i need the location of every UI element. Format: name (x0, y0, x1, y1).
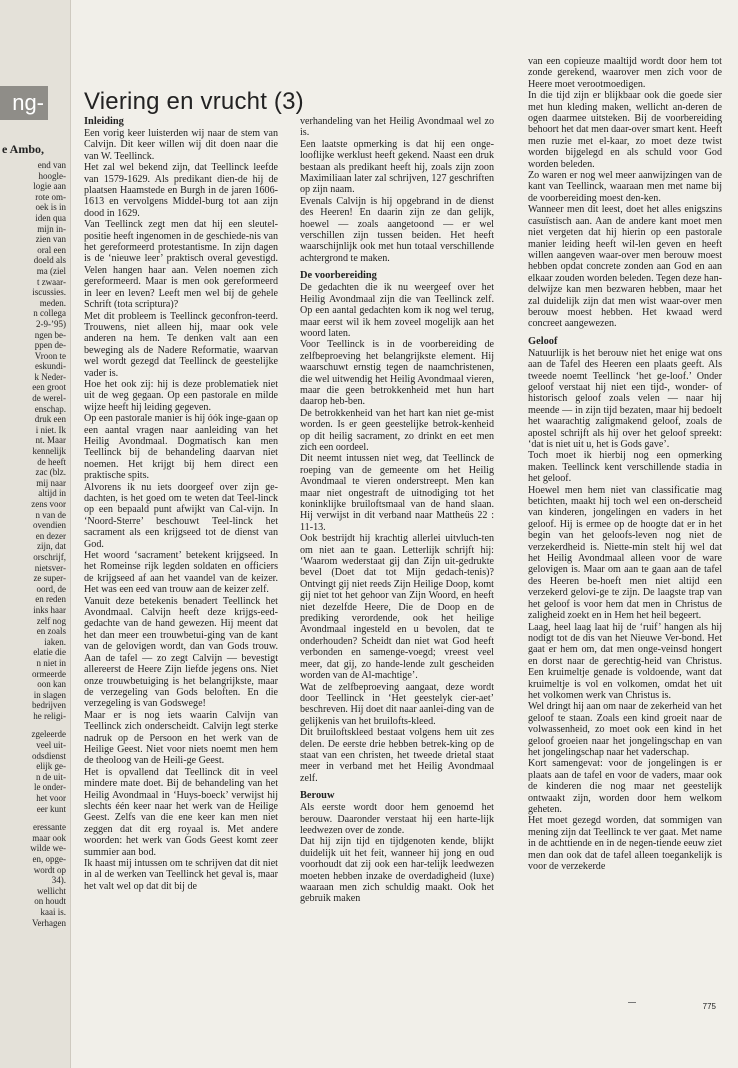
section-heading: Inleiding (84, 116, 124, 127)
previous-page-line: en, opge- (32, 854, 66, 864)
column-2 (300, 116, 494, 905)
previous-page-line: elijk ge- (36, 761, 66, 772)
previous-page-line: n de uit- (36, 771, 66, 782)
previous-page-line: elatie die (33, 647, 66, 658)
previous-page-line: bedrijven (32, 700, 66, 711)
previous-page-line: en reden (35, 594, 66, 605)
previous-page-line: kennelijk (32, 446, 66, 457)
paragraph: Maar er is nog iets waarin Calvijn van Teellinck zich onderscheidt. Calvijn legt sterke nadruk op de Persoon en het werk van de Heilige Geest. Niet voor niets noemt men hem de theoloog van de Heili-ge Geest. (84, 709, 278, 767)
paragraph: van een copieuze maaltijd wordt door hem tot zonde gerekend, waarover men zich voor de Heere moet verootmoedigen. (528, 56, 722, 90)
section-tab: ng- (0, 86, 48, 120)
previous-page-line: nietsver- (34, 562, 66, 573)
previous-page-line (0, 721, 66, 729)
paragraph: Vanuit deze betekenis benadert Teellinck het Avondmaal. Calvijn heeft deze krijgs-eed-gedachte van de hand gewezen. Hij meent dat het dan meer een trouwbetui-ging van de kant van de gelovigen wordt, dan van Gods trouw. Aan de tafel — zo zegt Calvijn — bevestigt allereerst de Heere Zijn liefde jegens ons. Niet onze trouwbetuiging is het belangrijkste, maar de verzegeling van Gods beloften. En die verzegeling is van Godswege! (84, 595, 278, 710)
previous-page-line: eressante (33, 822, 66, 833)
paragraph: Zo waren er nog wel meer aanwijzingen van de kant van Teellinck, waaraan men met name bij de voorbereiding moest den-ken. (528, 170, 722, 204)
paragraph: Met dit probleem is Teellinck geconfron-teerd. Trouwens, niet alleen hij, maar ook vele anderen na hem. Te denken valt aan een beweging als de Nadere Reformatie, waarvan wel wordt gezegd dat Teellinck de geestelijke vader is. (84, 310, 278, 379)
previous-page-line: een groot (32, 382, 66, 393)
previous-page-line: hoogle- (38, 170, 66, 181)
section-heading: Berouw (300, 790, 335, 802)
previous-page-line: le onder- (33, 782, 66, 793)
paragraph: Dit bruiloftskleed bestaat volgens hem uit zes delen. De eerste drie hebben betrek-king op de staat van een christen, het tweede drietal staat meer in verband met het Heilig Avondmaal zelf. (300, 727, 494, 784)
previous-page-line: end van (37, 160, 66, 170)
previous-page-line: t zwaar- (36, 276, 66, 287)
previous-page-line: en dezer (35, 530, 66, 541)
article (84, 56, 722, 905)
paragraph: Het moet gezegd worden, dat sommigen van mening zijn dat Teellinck te ver gaat. Met name in de achttiende en in de negen-tiende eeuw ziet men dan ook dat de tafel alleen toegankelijk is voor de verzekerde (528, 815, 722, 873)
previous-page-line: het voor (36, 793, 66, 804)
paragraph: Wat de zelfbeproeving aangaat, deze wordt door Teellinck in ‘Het geestelyk cier-aet’ beschreven. Hij doet dit naar aanlei-ding van de gelijkenis van het bruilofts-kleed. (300, 681, 494, 727)
previous-page-text (0, 160, 66, 928)
previous-page-line: zelf nog (36, 615, 66, 626)
previous-page-line: zijn, dat (37, 541, 66, 552)
previous-page-line: n niet in (36, 657, 66, 668)
previous-page-line: in slagen (33, 689, 66, 700)
footer-rule (628, 1002, 636, 1003)
paragraph: Hoe het ook zij: hij is deze problematiek niet uit de weg gegaan. Op een pastorale en milde wijze heeft hij leiding gegeven. (84, 378, 278, 413)
paragraph: Kort samengevat: voor de jongelingen is er plaats aan de tafel en voor de vaders, maar ook de kinderen die nog maar net geestelijk ontwaakt zijn, worden door hem welkom geheten. (528, 758, 722, 815)
paragraph: Wel dringt hij aan om naar de zekerheid van het geloof te staan. Zoals een kind groeit naar de volwassenheid, zo moet ook een kind in het geloof groeien naar het jongelingschap en van het jongelingschap naar het vaderschap. (528, 701, 722, 758)
previous-page-line: en zoals (36, 626, 66, 637)
article-title: Viering en vrucht (3) (84, 88, 304, 115)
previous-page-line: wellicht (37, 885, 66, 896)
section-heading: De voorbereiding (300, 270, 377, 282)
previous-page-line: mijn in- (37, 223, 66, 234)
previous-page-line: druk een (34, 414, 66, 425)
previous-page-line: wordt op (33, 864, 66, 875)
previous-page-line: rote om- (35, 191, 66, 202)
previous-page-line: ppen de- (34, 340, 66, 351)
previous-page-line: iaken. (44, 636, 66, 647)
paragraph: Een laatste opmerking is dat hij een onge-looflijke werklust heeft gekend. Naast een druk bestaan als predikant heeft hij, zoals zijn zoon Maximiliaan later zal schrijven, 127 geschriften op zijn naam. (300, 138, 494, 196)
previous-page-line: ma (ziel (36, 265, 66, 276)
previous-page-line: mij naar (36, 477, 66, 488)
previous-page-line: nt. Maar (35, 435, 66, 446)
previous-page-line: eer kunt (36, 803, 66, 814)
paragraph: Ik haast mij intussen om te schrijven dat dit niet in al de werken van Teellinck het geval is, maar het valt wel op dat dit bij de (84, 858, 278, 892)
paragraph: Als eerste wordt door hem genoemd het berouw. Daaronder verstaat hij een harte-lijk leedwezen over de zonde. (300, 802, 494, 836)
paragraph: De betrokkenheid van het hart kan niet ge-mist worden. Is er geen geestelijke betrok-kenheid op dit heilig sacrament, zo drinkt en eet men zich een oordeel. (300, 407, 494, 453)
column-3 (528, 56, 722, 872)
paragraph: Op een pastorale manier is hij óók inge-gaan op een aantal vragen naar aanleiding van het Heilig Avondmaal. Dogmatisch kan men Teellinck bij de behandeling daarvan niet noemen. Het krijgt bij hem direct een praktische spits. (84, 413, 278, 482)
previous-page-line: altijd in (38, 488, 66, 499)
previous-page-line: wilde we- (30, 843, 66, 854)
previous-page-line: odsdienst (31, 750, 66, 761)
paragraph: Toch moet ik hierbij nog een opmerking maken. Teellinck kent verschillende stadia in het geloof. (528, 450, 722, 485)
previous-page-line: Vroon te (34, 350, 66, 361)
previous-page-line: iscussies. (32, 287, 66, 298)
previous-page-line: doeld als (33, 255, 66, 266)
previous-page-line: zgeleerde (31, 729, 66, 740)
paragraph: In die tijd zijn er blijkbaar ook die goede sier met hun kleding maken, wellicht an-deren de ogen daarmee uitsteken. Bij de voorbereiding behoort het dat men daar-over smart kent. Heeft men ruzie met el-kaar, zo moet deze twist worden bijgelegd en als schuld voor God worden beleden. (528, 90, 722, 170)
previous-page-line: Verhagen (32, 917, 66, 928)
paragraph: Evenals Calvijn is hij opgebrand in de dienst des Heeren! En daarin zijn ze dan gelijk, hoewel — zoals aangetoond — er wel verschillen zijn tussen beiden. Het heeft waarschijnlijk ook met hun totaal verschillende achtergrond te maken. (300, 195, 494, 264)
paragraph: Het woord ‘sacrament’ betekent krijgseed. In het Romeinse rijk legden soldaten en officiers de krijgseed af aan het vaandel van de keizer. Het was een eed van trouw aan de keizer zelf. (84, 550, 278, 596)
previous-page-line: on houdt (34, 896, 66, 907)
paragraph: Het is opvallend dat Teellinck dit in veel mindere mate doet. Bij de behandeling van het Heilig Avondmaal in ‘Huys-boeck’ verwijst hij slechts één keer naar het werk van de Heilige Geest. Zelfs van die ene keer kan men niet zeggen dat dit erg royaal is. Met andere woorden: het werk van Gods Geest komt zeer summier aan bod. (84, 766, 278, 858)
previous-page-line: eskundi- (35, 361, 66, 372)
paragraph: De gedachten die ik nu weergeef over het Heilig Avondmaal zijn die van Teellinck zelf. Op een aantal gedachten kom ik nog wel terug, maar eerst wil ik hem zoveel mogelijk aan het woord laten. (300, 282, 494, 339)
paragraph: Natuurlijk is het berouw niet het enige wat ons aan de Tafel des Heeren een plaats geeft. Als tweede noemt Teellinck ‘het ge-loof.’ Onder geloof verstaat hij niet een tijd-, wonder- of historisch geloof zoals velen — naar hij meende — in zijn tijd bezaten, maar hij bedoelt het waarachtig zaligmakend geloof, zoals de apostel schrijft als hij over het geloof spreekt: ‘dat is niet uit u, het is Gods gave’. (528, 347, 722, 450)
previous-page-line: oord, de (36, 583, 66, 594)
paragraph: Wanneer men dit leest, doet het alles enigszins casuïstisch aan. Aan de andere kant moet men niet vergeten dat hij hierin op een pastorale manier leiding heeft wil-len geven en heeft willen aangeven waar-over men berouw moest hebben opdat concrete zonden aan God en aan elkaar zouden worden beleden. Tegen deze han-delwijze kan men bezwaren hebben, maar het zal duidelijk zijn dat men wist waar-over men berouw moest hebben. Het kwaad werd concreet aangewezen. (528, 204, 722, 330)
previous-page-line: inks haar (33, 604, 66, 615)
previous-page-heading: e Ambo, (2, 142, 44, 156)
paragraph: Dit neemt intussen niet weg, dat Teellinck de roeping van de gemeente om het Heilig Avondmaal te vieren onderstreept. Men kan maar niet ongestraft de uitnodiging tot het koninklijke bruiloftsmaal van de hand slaan. Hij verwijst in dit verband naar Mattheüs 22 : 11-13. (300, 453, 494, 533)
paragraph: Ook bestrijdt hij krachtig allerlei uitvluch-ten om niet aan te gaan. Letterlijk schrijft hij: ‘Waarom wederstaat gij dan Zijn uit-gedrukte bevel (Doet dat tot Mijn gedach-tenis)? Ontvingt gij niet reeds Zijn Heilige Doop, komt gij niet tot het gehoor van Zijn Woord, en heeft niet dezelfde Heere, Die de Doop en de prediking verordende, ook het heilige Avondmaal ingesteld en u bevolen, dat te onderhouden? Scheidt dan niet wat God heeft verbonden en samenge-voegd; vreest veel meer, dat gij, zo hande-lende zult gescheiden worden van de Al-machtige’. (300, 533, 494, 682)
previous-page-line: ngen be- (34, 329, 66, 340)
previous-page-line: zien van (35, 234, 66, 245)
paragraph: Dat hij zijn tijd en tijdgenoten kende, blijkt duidelijk uit het feit, wanneer hij jong en oud voorhoudt dat zij ook een har-telijk leedwezen moeten hebben inzake de overdadigheid (luxe) waaraan men zich schuldig maakt. Ook het gebruik maken (300, 836, 494, 905)
section-heading: Geloof (528, 335, 558, 347)
previous-page-strip (0, 0, 71, 1068)
previous-page-line: de werel- (32, 393, 66, 404)
previous-page-line: enschap. (34, 403, 66, 414)
column-1 (84, 116, 278, 892)
previous-page-line: ze super- (33, 573, 66, 584)
previous-page-line: ovendien (33, 520, 66, 531)
paragraph: Een vorig keer luisterden wij naar de stem van Calvijn. Dit keer willen wij dit doen naar die van W. Teellinck. (84, 128, 278, 162)
previous-page-line: oek is in (35, 202, 66, 213)
previous-page-line: k Neder- (34, 371, 66, 382)
paragraph: Van Teellinck zegt men dat hij een sleutel-positie heeft ingenomen in de geschiede-nis van het gereformeerd protestantisme. In zijn dagen is de ‘nieuwe leer’ praktisch overal gevestigd. Velen hangen haar aan. Velen noemen zich gereformeerd. Maar is men ook gereformeerd in leer en leven? Leeft men wel bij de gehele Schrift (tota scriptura)? (84, 219, 278, 311)
previous-page-line: orschrijf, (33, 551, 66, 562)
paragraph: Alvorens ik nu iets doorgeef over zijn ge-dachten, is het goed om te weten dat Teel-linck op een bepaald punt afwijkt van Cal-vijn. In ‘Noord-Sterre’ beschouwt Teel-linck het sacrament als een krijgseed tot de dienst van God. (84, 481, 278, 550)
previous-page-line: zac (blz. (35, 467, 66, 478)
paragraph: Hoewel men hem niet van classificatie mag betichten, maakt hij toch wel een on-derscheid van kinderen, jongelingen en vaders in het geloof. Hij is ermee op de hoogte dat er in het begin van het geloofs-leven nog niet de verzekerdheid is. Niette-min stelt hij wel dat het Heilig Avondmaal alleen voor de ware gelovigen is. Maar om aan te gaan aan de tafel des Heeren be-hoeft men niet altijd een verzekerd gelovi-ge te zijn. De laagste trap van het geloof is voor hem dat men in Christus de zaligheid zoekt en in Hem het heil begeert. (528, 484, 722, 622)
previous-page-line: kaai is. (40, 906, 66, 917)
previous-page-line: n collega (33, 308, 66, 319)
previous-page-line: maar ook (32, 832, 66, 843)
previous-page-line: veel uit- (36, 740, 66, 751)
page-number: 775 (702, 1002, 716, 1011)
previous-page-line: ormeerde (32, 668, 66, 679)
paragraph: verhandeling van het Heilig Avondmaal wel zo is. (300, 116, 494, 139)
previous-page-line: 2-9-’95) (36, 318, 66, 329)
previous-page-line: oral een (37, 244, 66, 255)
previous-page-line: logie aan (33, 181, 66, 192)
previous-page-line: he religi- (33, 710, 66, 721)
previous-page-line (0, 814, 66, 822)
paragraph: Laag, heel laag laat hij de ‘ruif’ hangen als hij nodigt tot de dis van het Nieuwe Ver-bond. Het gaat er hem om, dat men onge-veinsd hongert en dorst naar de gerechtig-heid van Christus. Een kruimeltje genade is voldoende, want dat kruimeltje is vol en volkomen, omdat het uit het volkomen werk van Christus is. (528, 621, 722, 701)
previous-page-line: 34). (51, 875, 66, 886)
previous-page-line: iden qua (35, 212, 66, 223)
previous-page-line: n van de (35, 509, 66, 520)
paragraph: Voor Teellinck is in de voorbereiding de zelfbeproeving het belangrijkste element. Hij waarschuwt ernstig tegen de naamchristenen, die wel uitwendig het Heilig Avondmaal vieren, maar die geen betrokkenheid met hun hart daarop heb-ben. (300, 339, 494, 408)
previous-page-line: zens voor (31, 499, 66, 509)
previous-page-line: i niet. Ik (35, 424, 66, 435)
previous-page-line: meden. (39, 297, 66, 308)
paragraph: Het zal wel bekend zijn, dat Teellinck leefde van 1579-1629. Als predikant dien-de hij de plaatsen Haamstede en Burgh in de jaren 1606-1613 en vervolgens Middel-burg tot aan zijn dood in 1629. (84, 162, 278, 219)
previous-page-line: oon kan (37, 679, 66, 690)
previous-page-line: de heeft (37, 456, 66, 467)
